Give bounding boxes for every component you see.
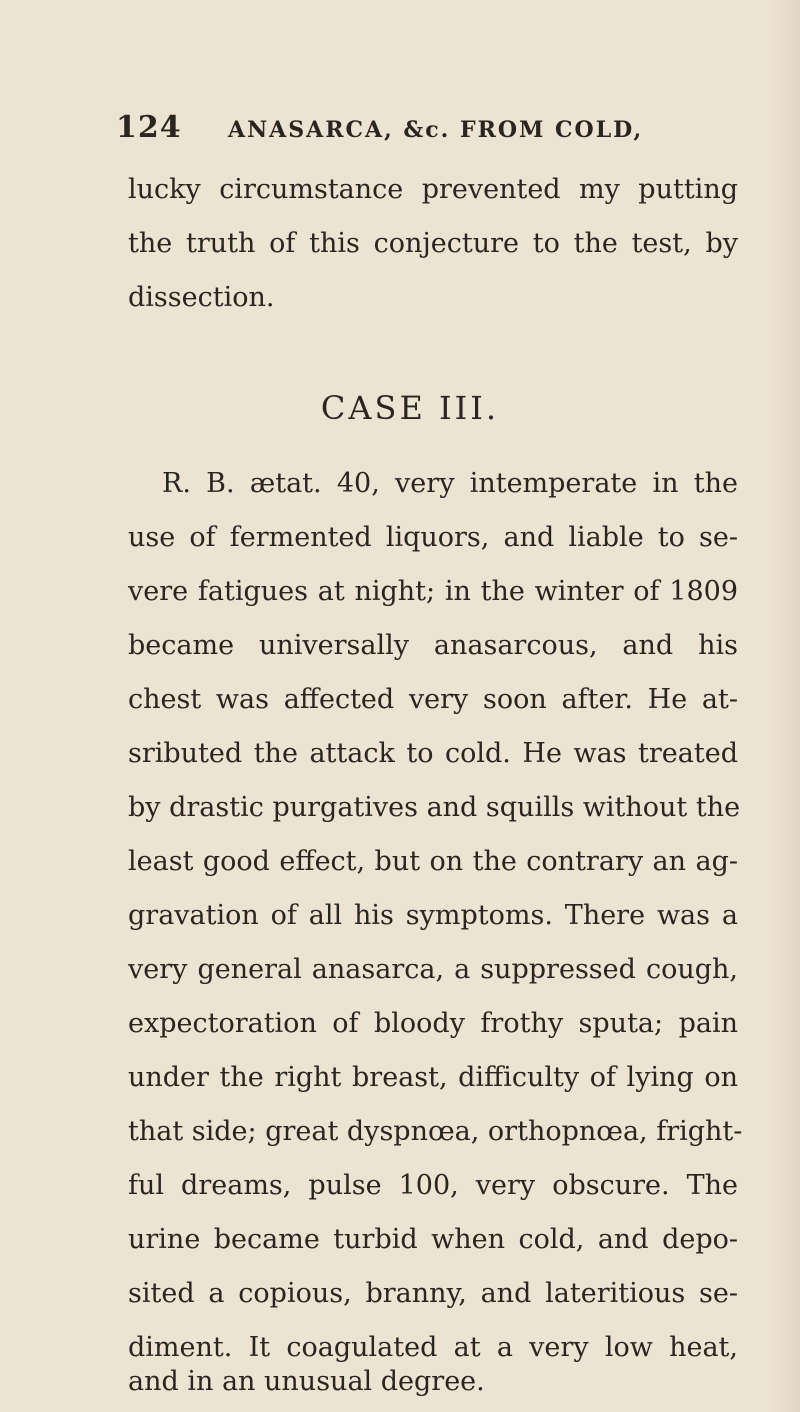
text-line: sited a copious, branny, and lateritious se-: [128, 1278, 738, 1309]
text-line: expectoration of bloody frothy sputa; pain: [128, 1008, 738, 1039]
text-line: use of fermented liquors, and liable to se-: [128, 522, 738, 553]
text-line: that side; great dyspnœa, orthopnœa, fright-: [128, 1116, 743, 1147]
text-line: lucky circumstance prevented my putting: [128, 174, 738, 205]
running-title: ANASARCA, &c. FROM COLD,: [228, 117, 644, 143]
text-line: by drastic purgatives and squills without the: [128, 792, 741, 823]
page-number: 124: [116, 110, 182, 145]
text-line: vere fatigues at night; in the winter of 1809: [128, 576, 738, 607]
text-line: least good effect, but on the contrary an ag-: [128, 846, 738, 877]
text-line: gravation of all his symptoms. There was a: [128, 900, 738, 931]
text-line: sributed the attack to cold. He was treated: [128, 738, 738, 769]
text-line: urine became turbid when cold, and depo-: [128, 1224, 738, 1255]
text-line: and in an unusual degree.: [128, 1366, 485, 1397]
text-line: ful dreams, pulse 100, very obscure. The: [128, 1170, 738, 1201]
text-line: diment. It coagulated at a very low heat,: [128, 1332, 738, 1363]
case-heading: CASE III.: [320, 389, 500, 427]
text-line: under the right breast, difficulty of lying on: [128, 1062, 738, 1093]
text-line: dissection.: [128, 282, 275, 313]
text-line: the truth of this conjecture to the test, by: [128, 228, 738, 259]
text-line: chest was affected very soon after. He at-: [128, 684, 738, 715]
text-line: R. B. ætat. 40, very intemperate in the: [162, 468, 738, 499]
text-line: very general anasarca, a suppressed cough,: [128, 954, 738, 985]
text-line: became universally anasarcous, and his: [128, 630, 738, 661]
running-head: [116, 108, 756, 148]
